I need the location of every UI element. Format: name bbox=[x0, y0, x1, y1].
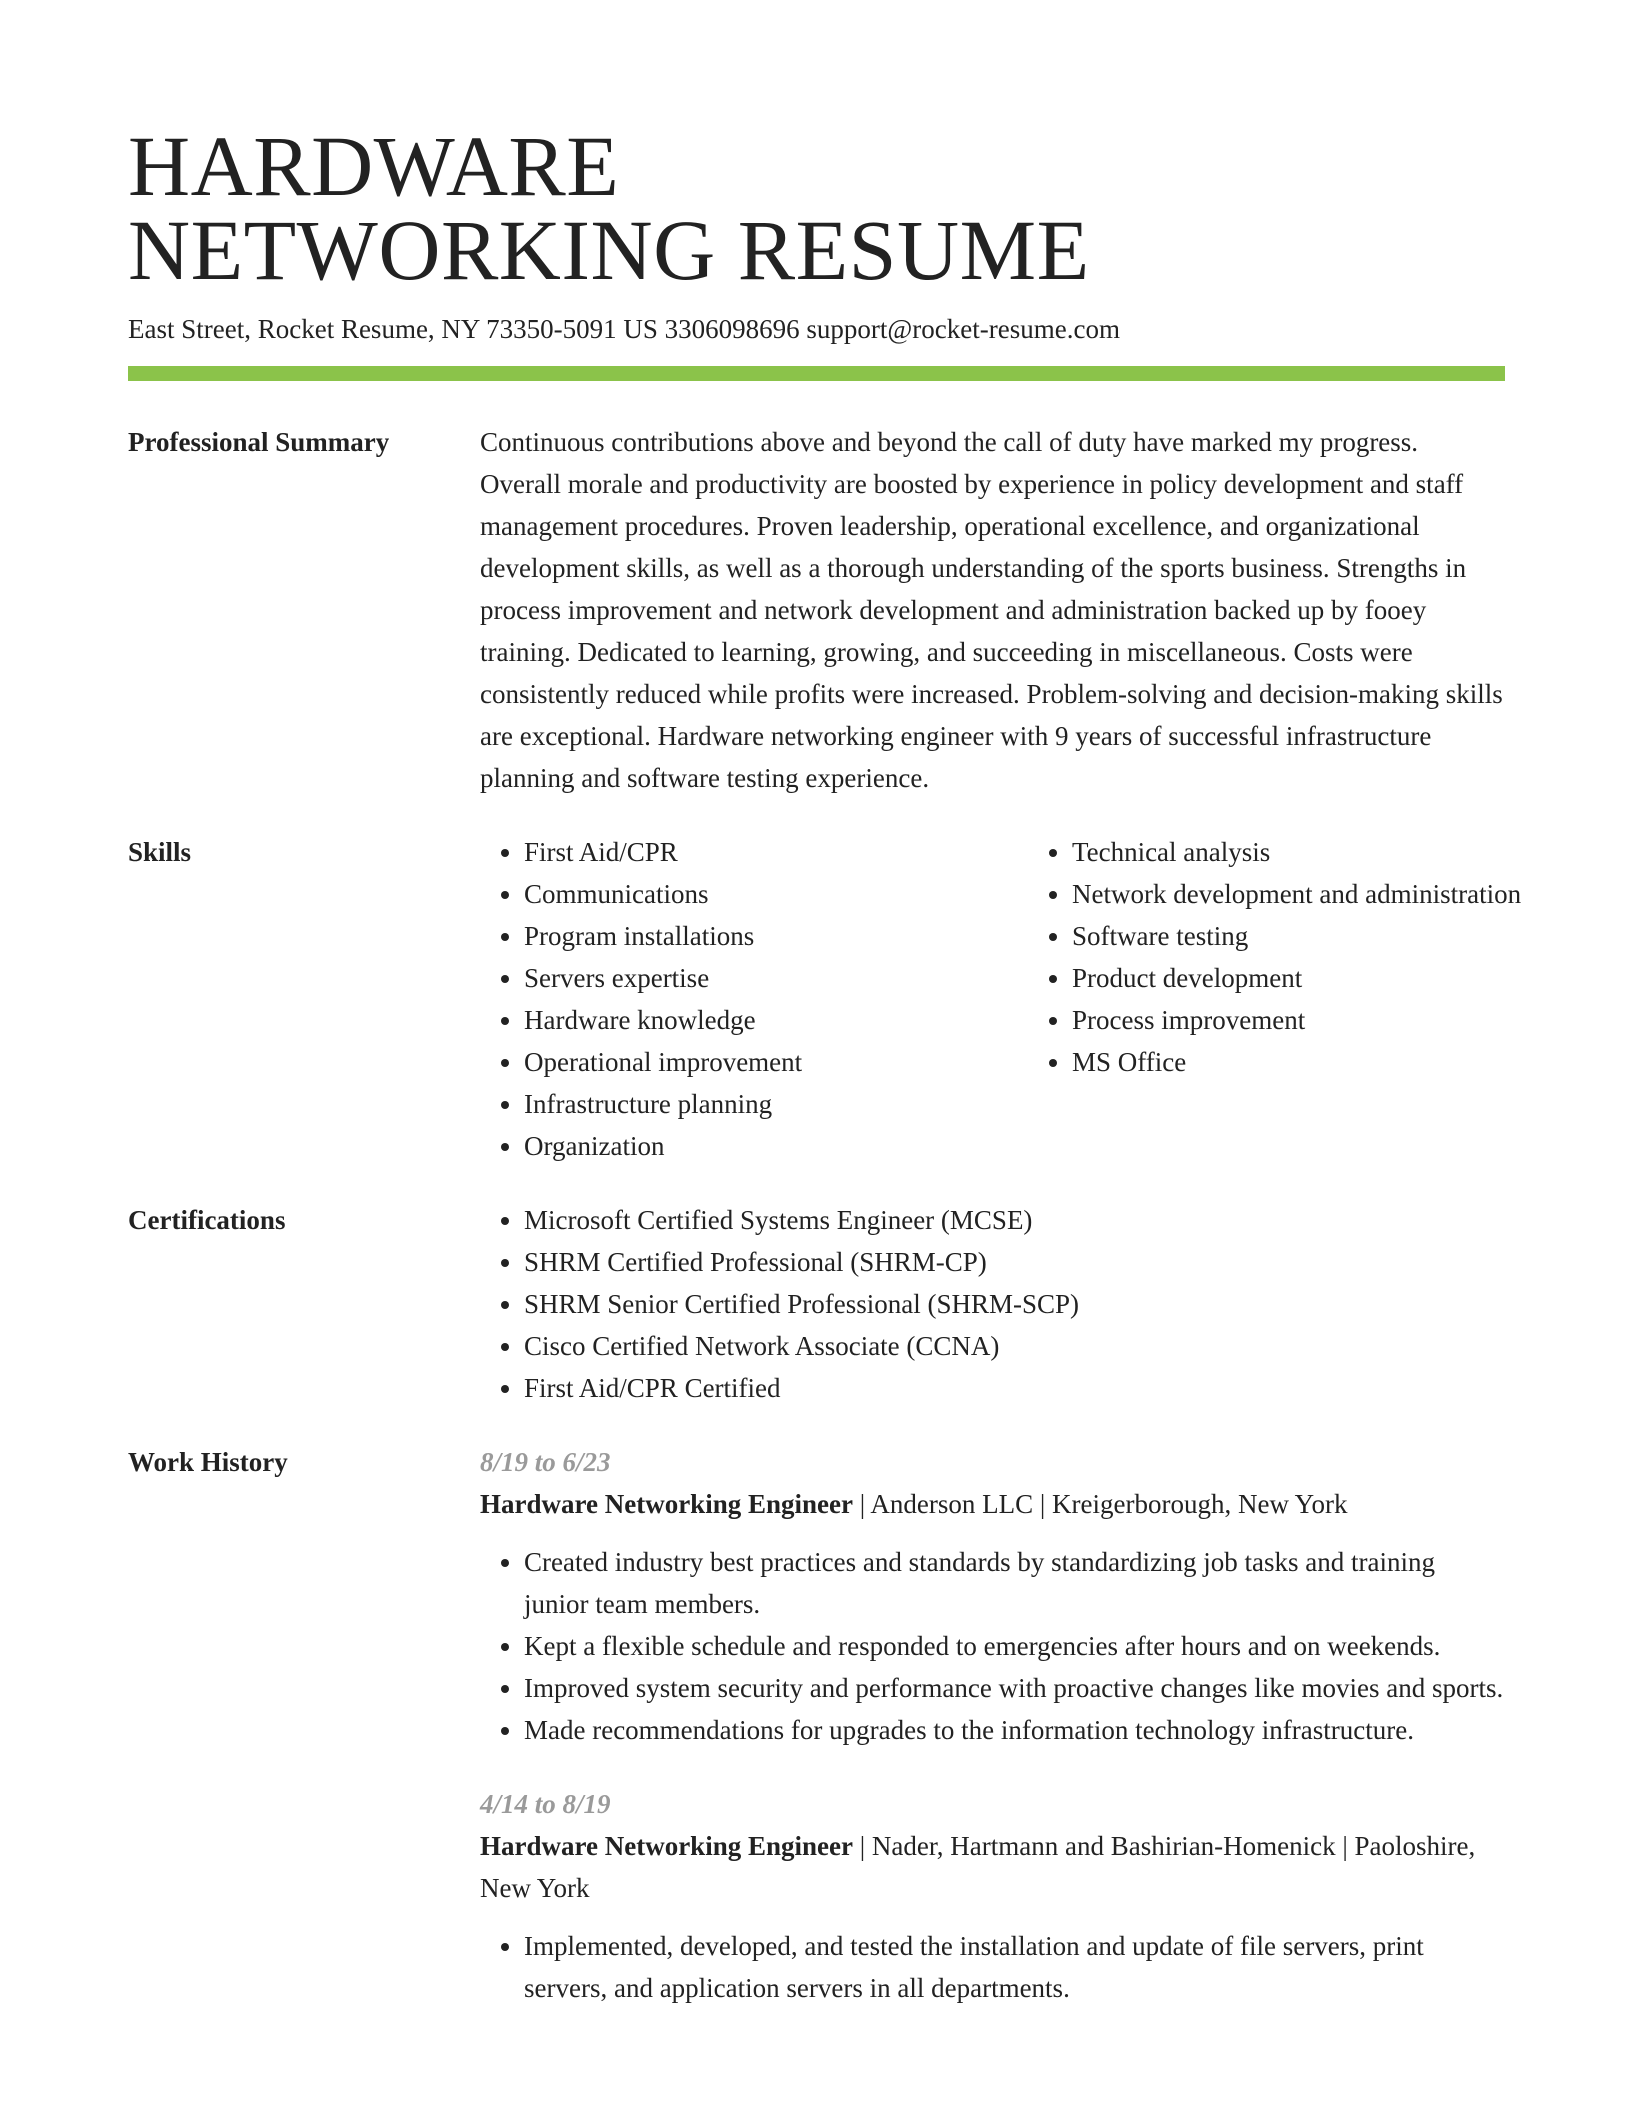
skill-item: • Software testing bbox=[1072, 915, 1552, 957]
professional-summary-heading: Professional Summary bbox=[128, 427, 390, 457]
job-entry bbox=[480, 1783, 1505, 2009]
skills-section bbox=[128, 831, 1522, 1167]
skill-item: • Process improvement bbox=[1072, 999, 1552, 1041]
skills-list bbox=[480, 831, 1552, 1167]
accent-divider bbox=[128, 366, 1505, 381]
certification-item: • SHRM Senior Certified Professional (SHRM-SCP) bbox=[524, 1283, 1505, 1325]
certification-item: • Microsoft Certified Systems Engineer (MCSE) bbox=[524, 1199, 1505, 1241]
job-heading bbox=[480, 1483, 1505, 1525]
certification-item: • SHRM Certified Professional (SHRM-CP) bbox=[524, 1241, 1505, 1283]
contact-info: East Street, Rocket Resume, NY 73350-5091 US 3306098696 support@rocket-resume.com bbox=[128, 314, 1120, 344]
job-title: Hardware Networking Engineer bbox=[480, 1831, 853, 1861]
skill-item: • Operational improvement bbox=[524, 1041, 1028, 1083]
skill-item: • Product development bbox=[1072, 957, 1552, 999]
skill-item: • MS Office bbox=[1072, 1041, 1552, 1083]
skills-heading: Skills bbox=[128, 837, 192, 867]
job-dates: 4/14 to 8/19 bbox=[480, 1789, 611, 1819]
resume-title-line-2: NETWORKING RESUME bbox=[128, 202, 1090, 298]
skill-item: • Communications bbox=[524, 873, 1028, 915]
job-bullet: • Made recommendations for upgrades to the information technology infrastructure. bbox=[524, 1709, 1505, 1751]
job-bullets bbox=[480, 1541, 1505, 1751]
job-bullet: • Improved system security and performance with proactive changes like movies and sports. bbox=[524, 1667, 1505, 1709]
job-dates: 8/19 to 6/23 bbox=[480, 1447, 611, 1477]
job-entry bbox=[480, 1441, 1505, 1751]
certifications-list bbox=[480, 1199, 1505, 1409]
job-heading bbox=[480, 1825, 1505, 1909]
professional-summary-section bbox=[128, 421, 1505, 799]
certifications-section bbox=[128, 1199, 1505, 1409]
work-history-heading: Work History bbox=[128, 1447, 288, 1477]
professional-summary-text: Continuous contributions above and beyond the call of duty have marked my progress. Overall morale and productivity are boosted by experience in policy development and staff management procedures. Proven leadership, operational excellence, and organizational development skills, as well as a thorough understanding of the sports business. Strengths in process improvement and network development and administration backed up by fooey training. Dedicated to learning, growing, and succeeding in miscellaneous. Costs were consistently reduced while profits were increased. Problem-solving and decision-making skills are exceptional. Hardware networking engineer with 9 years of successful infrastructure planning and software testing experience. bbox=[480, 427, 1503, 793]
certification-item: • First Aid/CPR Certified bbox=[524, 1367, 1505, 1409]
certifications-bullets bbox=[480, 1199, 1505, 1409]
job-bullet: • Kept a flexible schedule and responded to emergencies after hours and on weekends. bbox=[524, 1625, 1505, 1667]
work-history-list bbox=[480, 1441, 1505, 2009]
resume-title bbox=[128, 118, 1508, 298]
skills-column-2 bbox=[1028, 831, 1552, 1167]
skill-item: • First Aid/CPR bbox=[524, 831, 1028, 873]
job-bullet: • Created industry best practices and standards by standardizing job tasks and training junior team members. bbox=[524, 1541, 1505, 1625]
certifications-heading: Certifications bbox=[128, 1205, 286, 1235]
job-title: Hardware Networking Engineer bbox=[480, 1489, 853, 1519]
job-employer-location: | Anderson LLC | Kreigerborough, New York bbox=[852, 1489, 1348, 1519]
skill-item: • Infrastructure planning bbox=[524, 1083, 1028, 1125]
skill-item: • Hardware knowledge bbox=[524, 999, 1028, 1041]
work-history-section bbox=[128, 1441, 1505, 2009]
skill-item: • Technical analysis bbox=[1072, 831, 1552, 873]
skills-column-1 bbox=[480, 831, 1028, 1167]
skill-item: • Organization bbox=[524, 1125, 1028, 1167]
job-bullets bbox=[480, 1925, 1505, 2009]
job-employer-location: | Nader, Hartmann and Bashirian-Homenick | Paoloshire, New York bbox=[480, 1831, 1476, 1903]
certification-item: • Cisco Certified Network Associate (CCNA) bbox=[524, 1325, 1505, 1367]
job-bullet: • Implemented, developed, and tested the installation and update of file servers, print servers, and application servers in all departments. bbox=[524, 1925, 1505, 2009]
skill-item: • Program installations bbox=[524, 915, 1028, 957]
skill-item: • Network development and administration bbox=[1072, 873, 1552, 915]
skill-item: • Servers expertise bbox=[524, 957, 1028, 999]
resume-title-line-1: HARDWARE bbox=[128, 118, 620, 214]
